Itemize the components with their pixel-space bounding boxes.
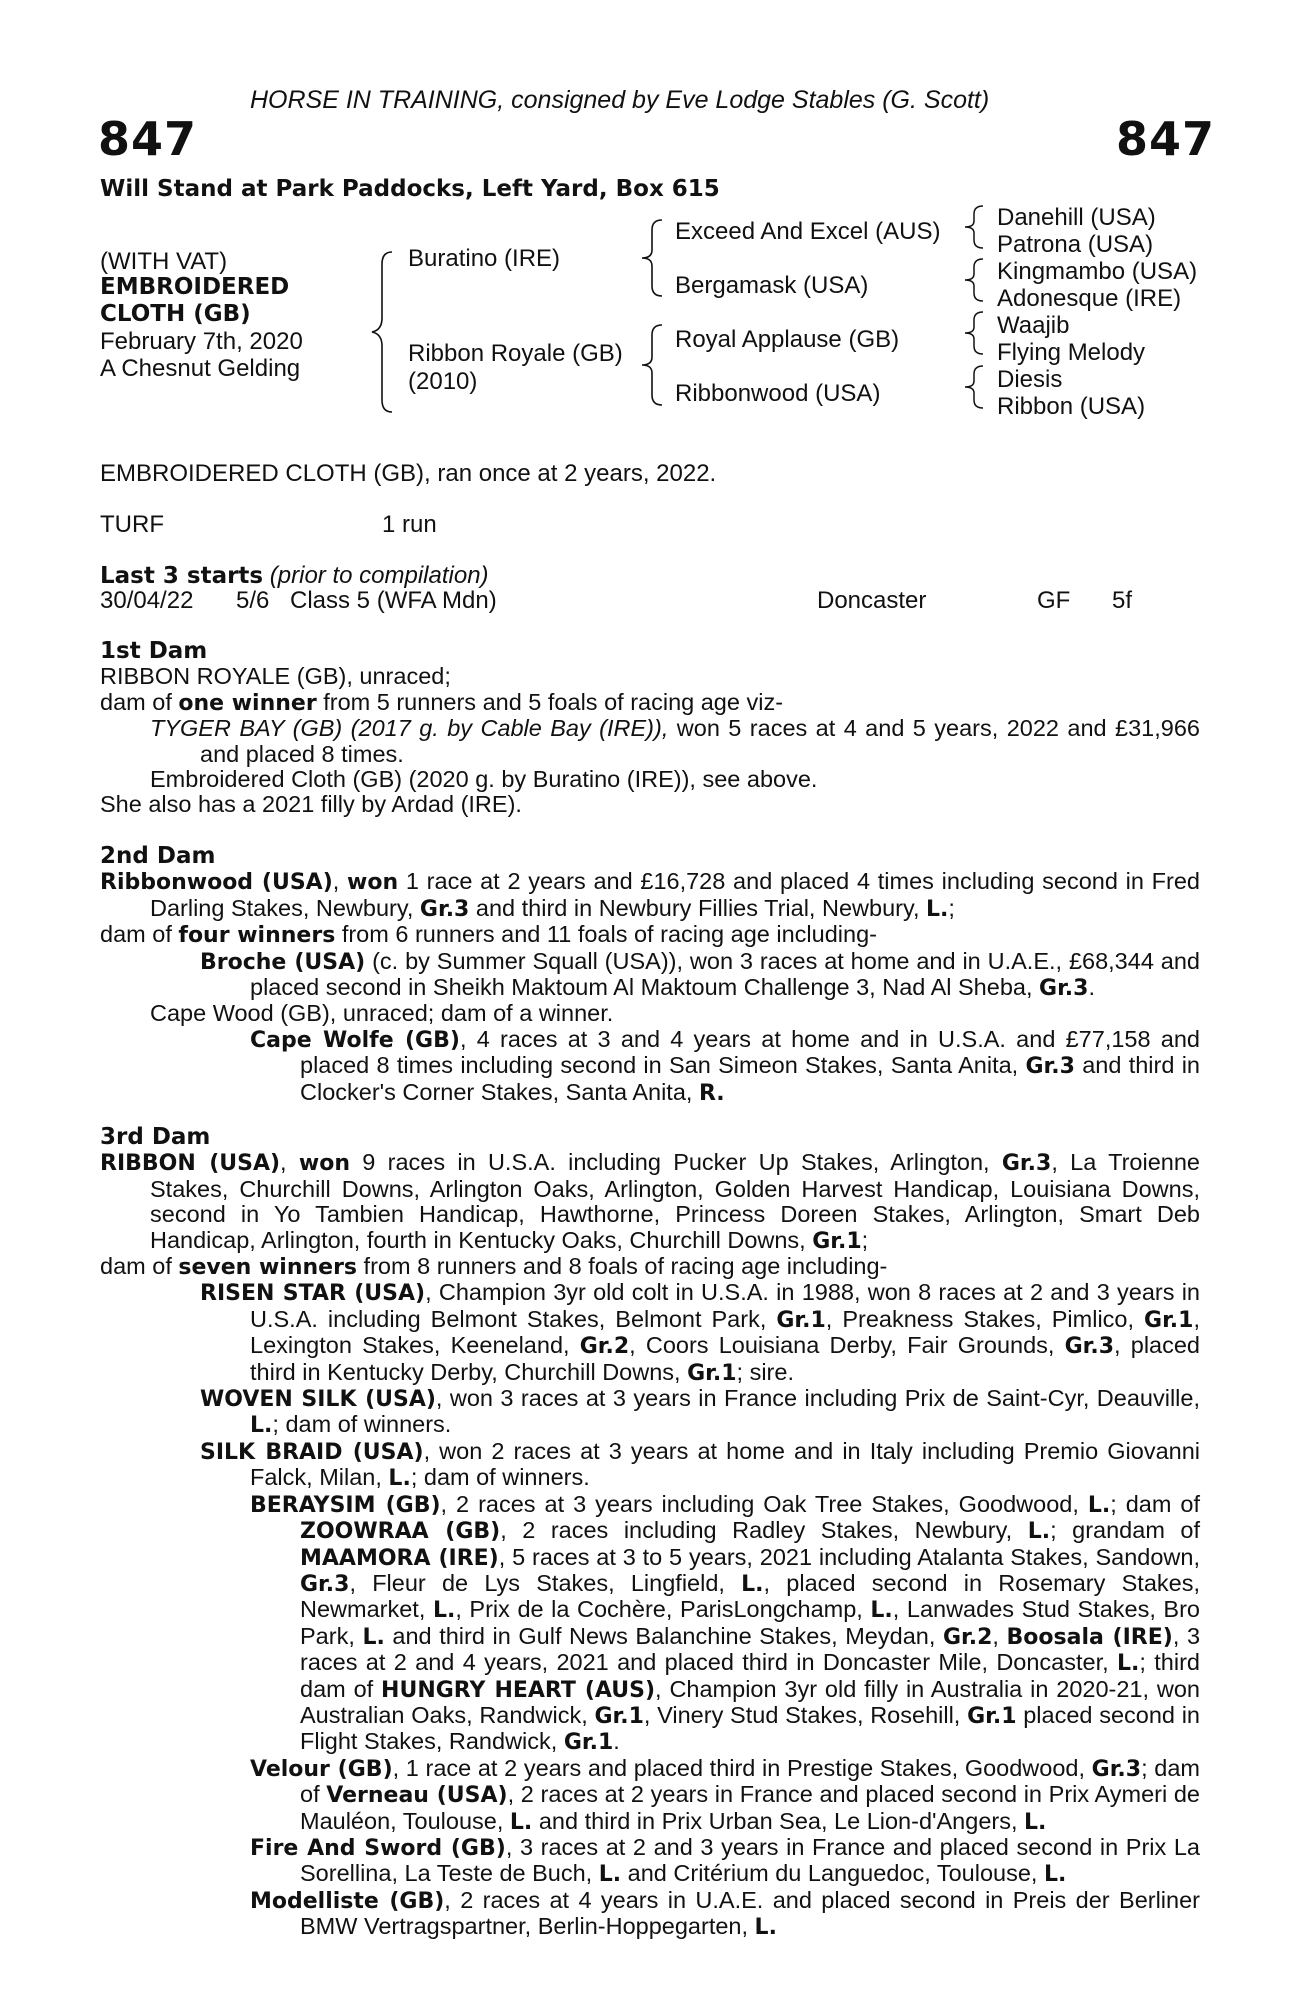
pedigree-brace-ggp1	[963, 206, 985, 248]
third-dam-section	[100, 1124, 1200, 1941]
pedigree-brace-ggp2	[963, 259, 985, 301]
vat-label: (WITH VAT)	[100, 248, 228, 275]
pedigree-dam: Ribbon Royale (GB)	[408, 340, 623, 367]
pedigree-brace-ggp4	[963, 366, 985, 408]
start-going: GF	[1037, 587, 1071, 614]
pedigree-dam-sire: Royal Applause (GB)	[675, 326, 900, 353]
produce-modelliste: Modelliste (GB), 2 races at 4 years in U.A.E. and placed second in Preis der Berliner BMW Vertragspartner, Berlin-Hoppegarten, L.	[250, 1886, 1200, 1941]
start-class: Class 5 (WFA Mdn)	[290, 587, 497, 614]
third-dam-produce: dam of seven winners from 8 runners and 8 foals of racing age including-	[100, 1253, 888, 1281]
pedigree-sire-sire: Exceed And Excel (AUS)	[675, 218, 941, 245]
first-dam-also: She also has a 2021 filly by Ardad (IRE).	[100, 791, 522, 818]
second-dam-record: Ribbonwood (USA), won 1 race at 2 years and £16,728 and placed 4 times including second in Fred Darling Stakes, Newbury, Gr.3 and third in Newbury Fillies Trial, Newbury, L.;	[100, 868, 1200, 922]
lot-number-right: 847	[1116, 112, 1216, 166]
produce-broche: Broche (USA) (c. by Summer Squall (USA)), won 3 races at home and in U.A.E., £68,344 and placed second in Sheikh Maktoum Al Maktoum Challenge 3, Nad Al Sheba, Gr.3.	[200, 947, 1200, 1002]
stand-location: Will Stand at Park Paddocks, Left Yard, Box 615	[100, 176, 720, 202]
last-starts-note: (prior to compilation)	[269, 562, 489, 589]
race-summary: EMBROIDERED CLOTH (GB), ran once at 2 years, 2022.	[100, 460, 717, 487]
first-dam-section	[100, 638, 1200, 818]
consignor-line: HORSE IN TRAINING, consigned by Eve Lodge Stables (G. Scott)	[250, 86, 990, 114]
pedigree-ggp: Adonesque (IRE)	[997, 285, 1182, 312]
first-dam-heading: 1st Dam	[100, 638, 208, 664]
pedigree-ggp: Kingmambo (USA)	[997, 258, 1198, 285]
second-dam-produce: dam of four winners from 6 runners and 11 foals of racing age including-	[100, 921, 877, 949]
produce-fire-and-sword: Fire And Sword (GB), 3 races at 2 and 3 years in France and placed second in Prix La Sorellina, La Teste de Buch, L. and Critérium du Languedoc, Toulouse, L.	[250, 1833, 1200, 1888]
produce-beraysim: BERAYSIM (GB), 2 races at 3 years including Oak Tree Stakes, Goodwood, L.; dam of ZOOWRAA (GB), 2 races including Radley Stakes, Newbury, L.; grandam of MAAMORA (IRE), 5 races at 3 to 5 years, 2021 including Atalanta Stakes, Sandown, Gr.3, Fleur de Lys Stakes, Lingfield, L., placed second in Rosemary Stakes, Newmarket, L., Prix de la Cochère, ParisLongchamp, L., Lanwades Stud Stakes, Bro Park, L. and third in Gulf News Balanchine Stakes, Meydan, Gr.2, Boosala (IRE), 3 races at 2 and 4 years, 2021 and placed third in Doncaster Mile, Doncaster, L.; third dam of HUNGRY HEART (AUS), Champion 3yr old filly in Australia in 2020-21, won Australian Oaks, Randwick, Gr.1, Vinery Stud Stakes, Rosehill, Gr.1 placed second in Flight Stakes, Randwick, Gr.1.	[250, 1490, 1201, 1756]
first-dam-line: RIBBON ROYALE (GB), unraced;	[100, 663, 451, 690]
produce-risen-star: RISEN STAR (USA), Champion 3yr old colt in U.S.A. in 1988, won 8 races at 2 and 3 years in U.S.A. including Belmont Stakes, Belmont Park, Gr.1, Preakness Stakes, Pimlico, Gr.1, Lexington Stakes, Keeneland, Gr.2, Coors Louisiana Derby, Fair Grounds, Gr.3, placed third in Kentucky Derby, Churchill Downs, Gr.1; sire.	[200, 1279, 1201, 1386]
second-dam-heading: 2nd Dam	[100, 843, 216, 869]
produce-silk-braid: SILK BRAID (USA), won 2 races at 3 years at home and in Italy including Premio Giovanni Falck, Milan, L.; dam of winners.	[200, 1437, 1200, 1492]
horse-name-line2: CLOTH (GB)	[100, 301, 251, 327]
horse-description: A Chesnut Gelding	[100, 355, 301, 382]
pedigree-ggp: Patrona (USA)	[997, 231, 1154, 258]
pedigree-ggp: Diesis	[997, 366, 1063, 393]
pedigree-sire-dam: Bergamask (USA)	[675, 272, 869, 299]
third-dam-heading: 3rd Dam	[100, 1124, 211, 1150]
start-distance: 5f	[1112, 587, 1133, 614]
pedigree-ggp: Danehill (USA)	[997, 204, 1156, 231]
pedigree-sire: Buratino (IRE)	[408, 245, 561, 272]
produce-tyger-bay: TYGER BAY (GB) (2017 g. by Cable Bay (IRE)), won 5 races at 4 and 5 years, 2022 and £31,966 and placed 8 times.	[150, 715, 1200, 767]
pedigree-ggp: Waajib	[997, 312, 1070, 339]
pedigree-brace-main	[370, 252, 394, 412]
foaled-date: February 7th, 2020	[100, 328, 303, 355]
turf-label: TURF	[100, 511, 164, 538]
last-starts-title: Last 3 starts	[100, 563, 264, 589]
turf-runs: 1 run	[382, 511, 437, 538]
last-starts-heading	[100, 562, 489, 590]
lot-number-left: 847	[98, 112, 198, 166]
produce-cape-wood: Cape Wood (GB), unraced; dam of a winner.	[150, 1000, 614, 1027]
second-dam-section	[100, 843, 1200, 1106]
pedigree-brace-sire	[640, 220, 664, 296]
third-dam-record: RIBBON (USA), won 9 races in U.S.A. including Pucker Up Stakes, Arlington, Gr.3, La Troienne Stakes, Churchill Downs, Arlington Oaks, Arlington, Golden Harvest Handicap, Louisiana Downs, second in Yo Tambien Handicap, Hawthorne, Princess Doreen Stakes, Arlington, Smart Deb Handicap, Arlington, fourth in Kentucky Oaks, Churchill Downs, Gr.1;	[100, 1149, 1201, 1254]
first-dam-produce: dam of one winner from 5 runners and 5 foals of racing age viz-	[100, 688, 784, 716]
pedigree-dam-dam: Ribbonwood (USA)	[675, 380, 881, 407]
produce-embroidered-cloth: Embroidered Cloth (GB) (2020 g. by Buratino (IRE)), see above.	[150, 766, 818, 793]
horse-name-line1: EMBROIDERED	[100, 274, 290, 300]
pedigree-brace-ggp3	[963, 312, 985, 354]
produce-cape-wolfe: Cape Wolfe (GB), 4 races at 3 and 4 years at home and in U.S.A. and £77,158 and placed 8 times including second in San Simeon Stakes, Santa Anita, Gr.3 and third in Clocker's Corner Stakes, Santa Anita, R.	[250, 1025, 1201, 1106]
start-position: 5/6	[236, 587, 270, 614]
produce-woven-silk: WOVEN SILK (USA), won 3 races at 3 years in France including Prix de Saint-Cyr, Deauville, L.; dam of winners.	[200, 1385, 1200, 1439]
pedigree-ggp: Flying Melody	[997, 339, 1146, 366]
start-course: Doncaster	[817, 587, 927, 614]
pedigree-dam-year: (2010)	[408, 368, 478, 395]
produce-velour: Velour (GB), 1 race at 2 years and placed third in Prestige Stakes, Goodwood, Gr.3; dam of Verneau (USA), 2 races at 2 years in France and placed second in Prix Aymeri de Mauléon, Toulouse, L. and third in Prix Urban Sea, Le Lion-d'Angers, L.	[250, 1754, 1200, 1835]
start-date: 30/04/22	[100, 587, 194, 614]
pedigree-ggp: Ribbon (USA)	[997, 393, 1146, 420]
pedigree-brace-dam	[640, 325, 664, 405]
